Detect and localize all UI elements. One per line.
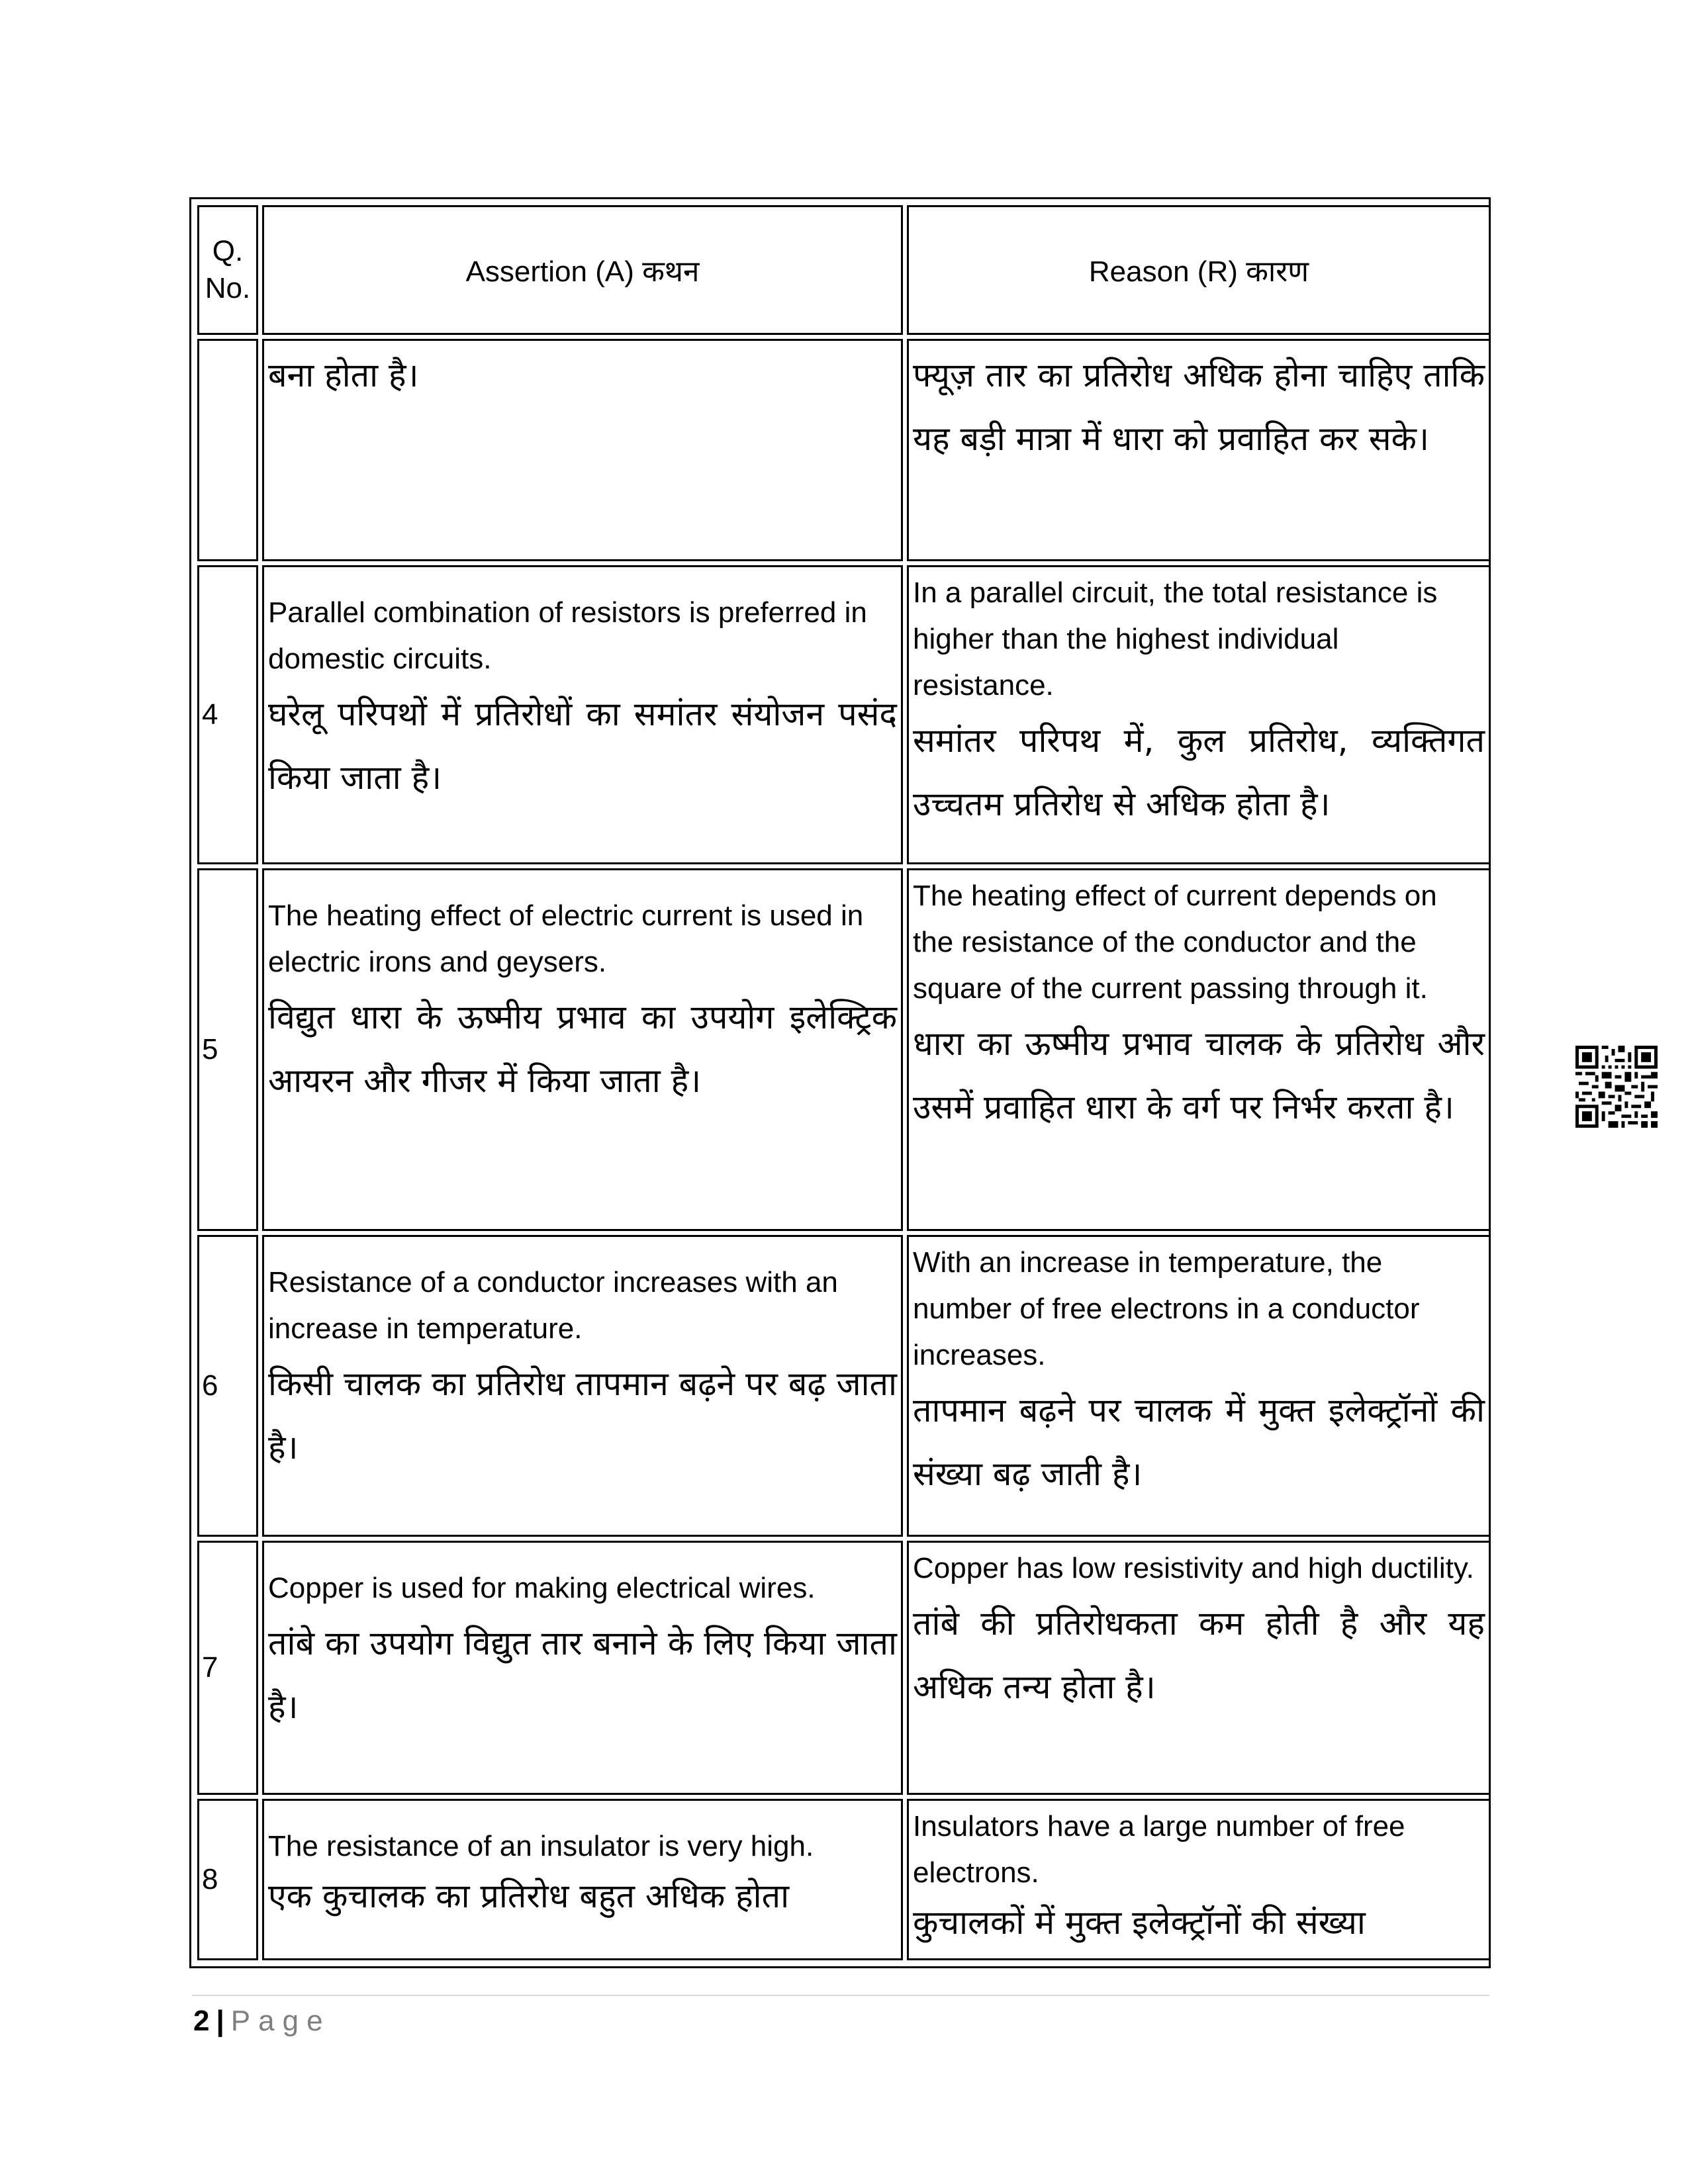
row-number: 7 <box>197 1541 258 1795</box>
reason-english: With an increase in temperature, the number of free electrons in a conductor increases. <box>913 1246 1420 1371</box>
assertion-cell <box>262 1799 903 1960</box>
assertion-cell <box>262 1541 903 1795</box>
reason-hindi: फ्यूज़ तार का प्रतिरोध अधिक होना चाहिए ताकि यह बड़ी मात्रा में धारा को प्रवाहित कर सके। <box>913 356 1485 458</box>
reason-english: Copper has low resistivity and high ductility. <box>913 1552 1474 1584</box>
assertion-hindi: विद्युत धारा के ऊष्मीय प्रभाव का उपयोग इलेक्ट्रिक आयरन और गीजर में किया जाता है। <box>268 998 897 1100</box>
table-row <box>197 1235 1491 1537</box>
assertion-hindi: किसी चालक का प्रतिरोध तापमान बढ़ने पर बढ़ जाता है। <box>268 1365 897 1467</box>
reason-english: In a parallel circuit, the total resistance is higher than the highest individual resistance. <box>913 576 1438 702</box>
assertion-hindi: एक कुचालक का प्रतिरोध बहुत अधिक होता <box>268 1877 790 1915</box>
reason-hindi: कुचालकों में मुक्त इलेक्ट्रॉनों की संख्या <box>913 1903 1366 1942</box>
table-row <box>197 339 1491 561</box>
reason-hindi: समांतर परिपथ में, कुल प्रतिरोध, व्यक्तिगत उच्चतम प्रतिरोध से अधिक होता है। <box>913 721 1485 823</box>
assertion-english: Resistance of a conductor increases with an increase in temperature. <box>268 1266 838 1345</box>
qr-code-icon <box>1575 1046 1658 1128</box>
row-number <box>197 339 258 561</box>
page-number: 2 <box>193 2005 210 2037</box>
header-reason: Reason (R) कारण <box>907 205 1491 335</box>
footer-separator: | <box>216 2005 224 2037</box>
page-label: Page <box>230 2005 331 2037</box>
assertion-english: Copper is used for making electrical wires. <box>268 1572 816 1604</box>
assertion-hindi: बना होता है। <box>268 356 419 394</box>
row-number: 8 <box>197 1799 258 1960</box>
reason-english: Insulators have a large number of free electrons. <box>913 1810 1405 1889</box>
row-number: 6 <box>197 1235 258 1537</box>
row-number: 5 <box>197 868 258 1231</box>
reason-english: The heating effect of current depends on the resistance of the conductor and the square of the current passing through it. <box>913 880 1437 1005</box>
row-number: 4 <box>197 565 258 864</box>
reason-cell <box>907 1799 1491 1960</box>
reason-hindi: धारा का ऊष्मीय प्रभाव चालक के प्रतिरोध और उसमें प्रवाहित धारा के वर्ग पर निर्भर करता है। <box>913 1024 1485 1126</box>
assertion-english: The heating effect of electric current is used in electric irons and geysers. <box>268 899 864 978</box>
reason-cell <box>907 1541 1491 1795</box>
table-row <box>197 565 1491 864</box>
header-assertion: Assertion (A) कथन <box>262 205 903 335</box>
table-row <box>197 1541 1491 1795</box>
assertion-english: Parallel combination of resistors is preferred in domestic circuits. <box>268 596 867 675</box>
assertion-hindi: घरेलू परिपथों में प्रतिरोधों का समांतर संयोजन पसंद किया जाता है। <box>268 695 897 797</box>
reason-cell <box>907 1235 1491 1537</box>
reason-cell <box>907 339 1491 561</box>
reason-cell <box>907 868 1491 1231</box>
assertion-english: The resistance of an insulator is very high. <box>268 1830 814 1862</box>
footer-rule <box>192 1995 1489 1996</box>
page-footer <box>193 2003 331 2040</box>
assertion-cell <box>262 565 903 864</box>
assertion-cell <box>262 868 903 1231</box>
table-row <box>197 868 1491 1231</box>
reason-hindi: तांबे की प्रतिरोधकता कम होती है और यह अधिक तन्य होता है। <box>913 1604 1485 1706</box>
assertion-hindi: तांबे का उपयोग विद्युत तार बनाने के लिए किया जाता है। <box>268 1624 897 1726</box>
table-row <box>197 1799 1491 1960</box>
assertion-cell <box>262 1235 903 1537</box>
table-header-row <box>197 205 1491 335</box>
reason-cell <box>907 565 1491 864</box>
assertion-cell <box>262 339 903 561</box>
reason-hindi: तापमान बढ़ने पर चालक में मुक्त इलेक्ट्रॉनों की संख्या बढ़ जाती है। <box>913 1391 1485 1493</box>
assertion-reason-table <box>193 201 1495 1964</box>
header-qno: Q. No. <box>197 205 258 335</box>
